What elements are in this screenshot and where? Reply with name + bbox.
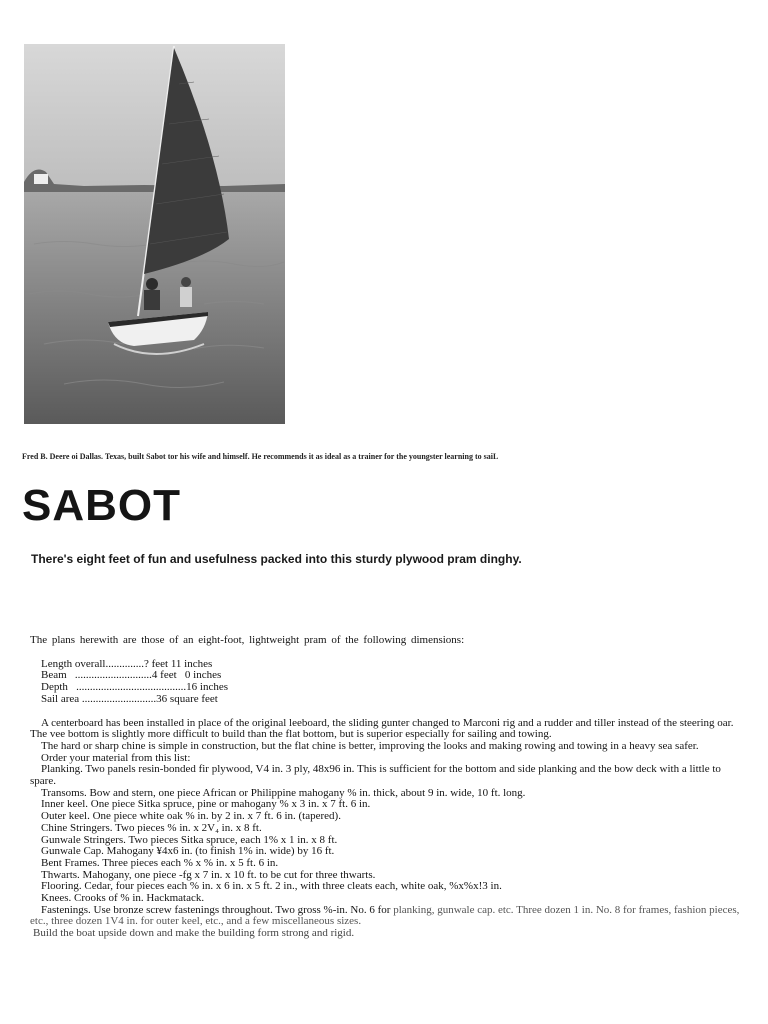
transoms-item: Transoms. Bow and stern, one piece African or Philippine mahogany % in. thick, about 9 in. wide, 10 ft. long.: [41, 786, 526, 799]
dimension-length: Length overall..............? feet 11 inches: [41, 657, 213, 670]
planking-item: Planking. Two panels resin-bonded fir plywood, V4 in. 3 ply, 48x96 in. This is sufficient for the bottom and side planking and the bow deck with a little to spare.: [30, 763, 721, 788]
fastenings-text: Fastenings. Use bronze screw fastenings throughout. Two gross %-in. No. 6 for: [41, 903, 391, 916]
order-paragraph: Order your material from this list:: [41, 751, 191, 764]
gunwale-cap-item: Gunwale Cap. Mahogany ¥4x6 in. (to finish 1% in. wide) by 16 ft.: [41, 845, 335, 858]
knees-item: Knees. Crooks of % in. Hackmatack.: [41, 892, 205, 905]
build-paragraph: Build the boat upside down and make the building form strong and rigid.: [33, 927, 355, 940]
dimensions-list: [41, 659, 742, 706]
fastenings-item: [30, 905, 742, 928]
bent-frames-item: Bent Frames. Three pieces each % x % in. x 5 ft. 6 in.: [41, 856, 279, 869]
gunwale-stringers-item: Gunwale Stringers. Two pieces Sitka spruce, each 1% x 1 in. x 8 ft.: [41, 833, 338, 846]
chine-stringers-item: Chine Stringers. Two pieces % in. x 2V₄ in. x 8 ft.: [41, 821, 262, 834]
chine-paragraph: The hard or sharp chine is simple in construction, but the flat chine is better, improving the looks and making rowing and towing in a heavy sea safer.: [41, 739, 699, 752]
photo-caption: Fred B. Deere oi Dallas. Texas, built Sabot tor his wife and himself. He recommends it as ideal as a trainer for the youngster learning to saiL: [22, 452, 499, 461]
outer-keel-item: Outer keel. One piece white oak % in. by 2 in. x 7 ft. 6 in. (tapered).: [41, 810, 341, 823]
sailboat-photo-icon: [24, 44, 285, 424]
intro-paragraph: The plans herewith are those of an eight-foot, lightweight pram of the following dimensions:: [30, 634, 465, 646]
thwarts-item: Thwarts. Mahogany, one piece -fg x 7 in. x 10 ft. to be cut for three thwarts.: [41, 868, 376, 881]
sailboat-photo: [24, 44, 285, 424]
dimension-sail-area: Sail area ...........................36 square feet: [41, 692, 218, 705]
centerboard-paragraph: A centerboard has been installed in place of the original leeboard, the sliding gunter changed to Marconi rig and a rudder and tiller instead of the steering oar. The vee bottom is slightly more difficult to build than the flat bottom, but is superior especially for sailing and towing.: [30, 716, 734, 741]
article-body: [30, 635, 742, 940]
dimension-depth: Depth ........................................16 inches: [41, 681, 228, 694]
subtitle: There's eight feet of fun and usefulness packed into this sturdy plywood pram dinghy.: [31, 552, 522, 566]
fastenings-text-continued: planking, gunwale cap. etc. Three dozen 1 in. No. 8 for frames, fashion pieces, etc., three dozen 1V4 in. for outer keel, etc., and a few miscellaneous sizes.: [30, 903, 740, 928]
dimension-beam: Beam ............................4 feet 0 inches: [41, 669, 222, 682]
flooring-item: Flooring. Cedar, four pieces each % in. x 6 in. x 5 ft. 2 in., with three cleats each, white oak, %x%x!3 in.: [41, 880, 502, 893]
inner-keel-item: Inner keel. One piece Sitka spruce, pine or mahogany % x 3 in. x 7 ft. 6 in.: [41, 798, 371, 811]
page-title: SABOT: [22, 481, 181, 530]
